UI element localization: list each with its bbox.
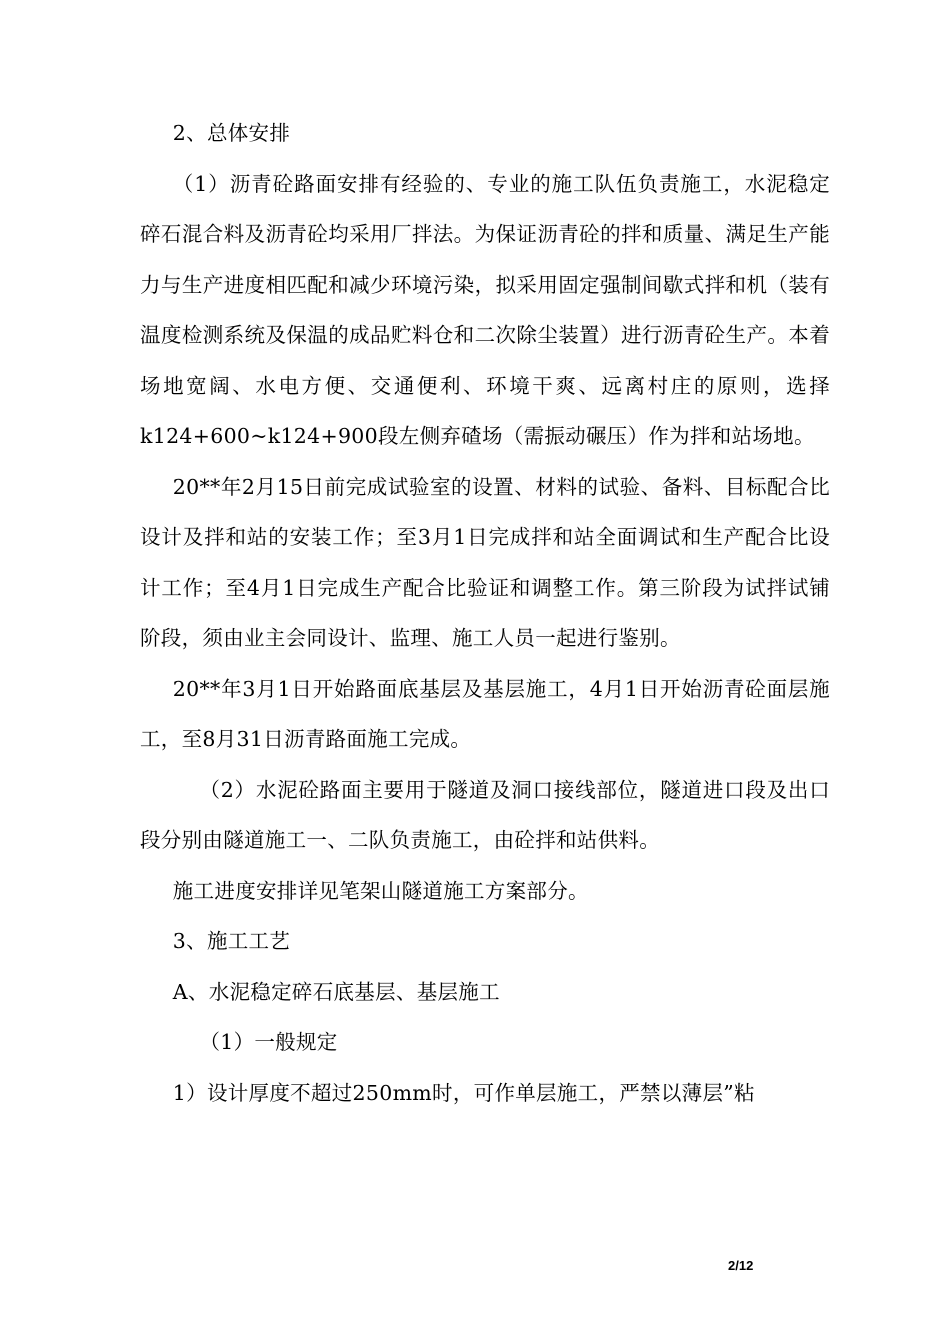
paragraph: （1）沥青砼路面安排有经验的、专业的施工队伍负责施工，水泥稳定碎石混合料及沥青砼均采用厂拌法。为保证沥青砼的拌和质量、满足生产能力与生产进度相匹配和减少环境污染，拟采用固定强制间歇式拌和机（装有温度检测系统及保温的成品贮料仓和二次除尘装置）进行沥青砼生产。本着场地宽阔、水电方便、交通便利、环境干爽、远离村庄的原则，选择k124+600~k124+900段左侧弃碴场（需振动碾压）作为拌和站场地。 xyxy=(140,171,830,448)
page-number: 2/12 xyxy=(728,1258,754,1273)
paragraph: 20**年3月1日开始路面底基层及基层施工，4月1日开始沥青砼面层施工，至8月31日沥青路面施工完成。 xyxy=(140,676,830,751)
subsection-heading: （1）一般规定 xyxy=(199,1030,338,1054)
subsection-heading: A、水泥稳定碎石底基层、基层施工 xyxy=(172,979,500,1004)
paragraph: 1）设计厚度不超过250mm时，可作单层施工，严禁以薄层”粘 xyxy=(172,1080,755,1105)
document-body xyxy=(140,108,830,1118)
paragraph: 施工进度安排详见笔架山隧道施工方案部分。 xyxy=(172,878,589,903)
paragraph: （2）水泥砼路面主要用于隧道及洞口接线部位，隧道进口段及出口段分别由隧道施工一、二队负责施工，由砼拌和站供料。 xyxy=(140,777,830,852)
paragraph: 20**年2月15日前完成试验室的设置、材料的试验、备料、目标配合比设计及拌和站的安装工作；至3月1日完成拌和站全面调试和生产配合比设计工作；至4月1日完成生产配合比验证和调整工作。第三阶段为试拌试铺阶段，须由业主会同设计、监理、施工人员一起进行鉴别。 xyxy=(140,474,830,650)
section-heading: 2、总体安排 xyxy=(172,121,291,145)
section-heading: 3、施工工艺 xyxy=(172,929,291,953)
